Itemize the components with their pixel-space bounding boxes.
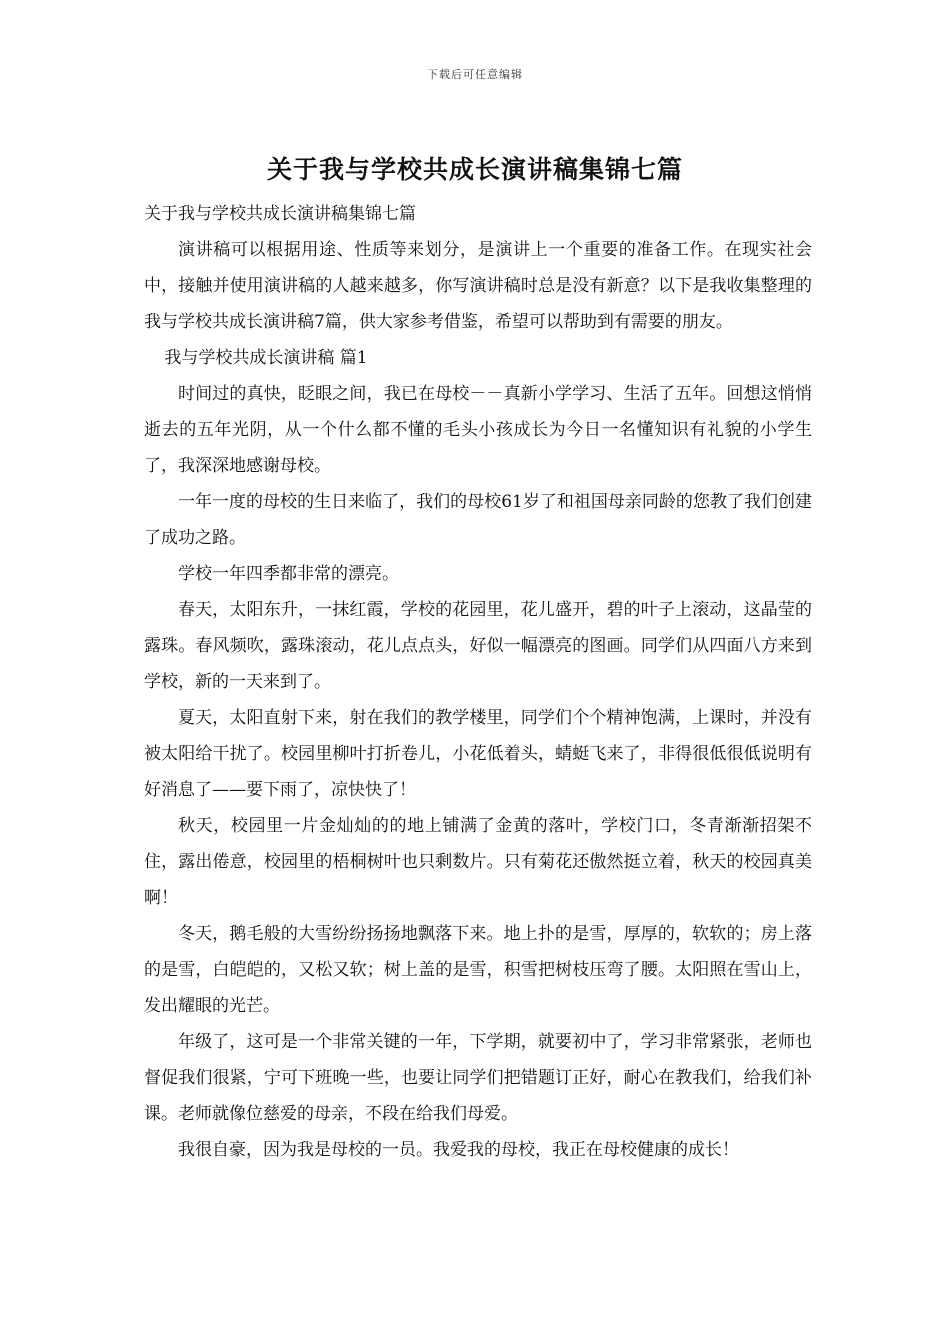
subtitle-line: 关于我与学校共成长演讲稿集锦七篇 — [144, 204, 416, 224]
paragraph: 秋天，校园里一片金灿灿的的地上铺满了金黄的落叶，学校门口，冬青渐渐招架不住，露出倦意，校园里的梧桐树叶也只剩数片。只有菊花还傲然挺立着，秋天的校园真美啊！ — [144, 816, 812, 908]
paragraph: 学校一年四季都非常的漂亮。 — [178, 564, 399, 584]
paragraph: 演讲稿可以根据用途、性质等来划分，是演讲上一个重要的准备工作。在现实社会中，接触并使用演讲稿的人越来越多，你写演讲稿时总是没有新意？以下是我收集整理的我与学校共成长演讲稿7篇，供大家参考借鉴，希望可以帮助到有需要的朋友。 — [144, 240, 812, 332]
paragraph: 时间过的真快，眨眼之间，我已在母校－－真新小学学习、生活了五年。回想这悄悄逝去的五年光阴，从一个什么都不懂的毛头小孩成长为今日一名懂知识有礼貌的小学生了，我深深地感谢母校。 — [144, 384, 812, 476]
header-note: 下载后可任意编辑 — [427, 68, 523, 81]
paragraph: 年级了，这可是一个非常关键的一年，下学期，就要初中了，学习非常紧张，老师也督促我们很紧，宁可下班晚一些，也要让同学们把错题订正好，耐心在教我们，给我们补课。老师就像位慈爱的母亲，不段在给我们母爱。 — [144, 1032, 812, 1124]
paragraph: 春天，太阳东升，一抹红霞，学校的花园里，花儿盛开，碧的叶子上滚动，这晶莹的露珠。春风频吹，露珠滚动，花儿点点头，好似一幅漂亮的图画。同学们从四面八方来到学校，新的一天来到了。 — [144, 600, 812, 692]
document-title: 关于我与学校共成长演讲稿集锦七篇 — [266, 155, 683, 184]
section-heading: 我与学校共成长演讲稿 篇1 — [164, 348, 368, 368]
paragraph: 冬天，鹅毛般的大雪纷纷扬扬地飘落下来。地上扑的是雪，厚厚的，软软的；房上落的是雪，白皑皑的，又松又软；树上盖的是雪，积雪把树枝压弯了腰。太阳照在雪山上，发出耀眼的光芒。 — [144, 924, 812, 1016]
document-body — [144, 196, 812, 1168]
paragraph: 我很自豪，因为我是母校的一员。我爱我的母校，我正在母校健康的成长！ — [178, 1140, 739, 1160]
paragraph: 一年一度的母校的生日来临了，我们的母校61岁了和祖国母亲同龄的您教了我们创建了成功之路。 — [144, 492, 812, 548]
paragraph: 夏天，太阳直射下来，射在我们的教学楼里，同学们个个精神饱满，上课时，并没有被太阳给干扰了。校园里柳叶打折卷儿，小花低着头，蜻蜓飞来了，非得很低很低说明有好消息了——要下雨了，凉快快了！ — [144, 708, 812, 800]
